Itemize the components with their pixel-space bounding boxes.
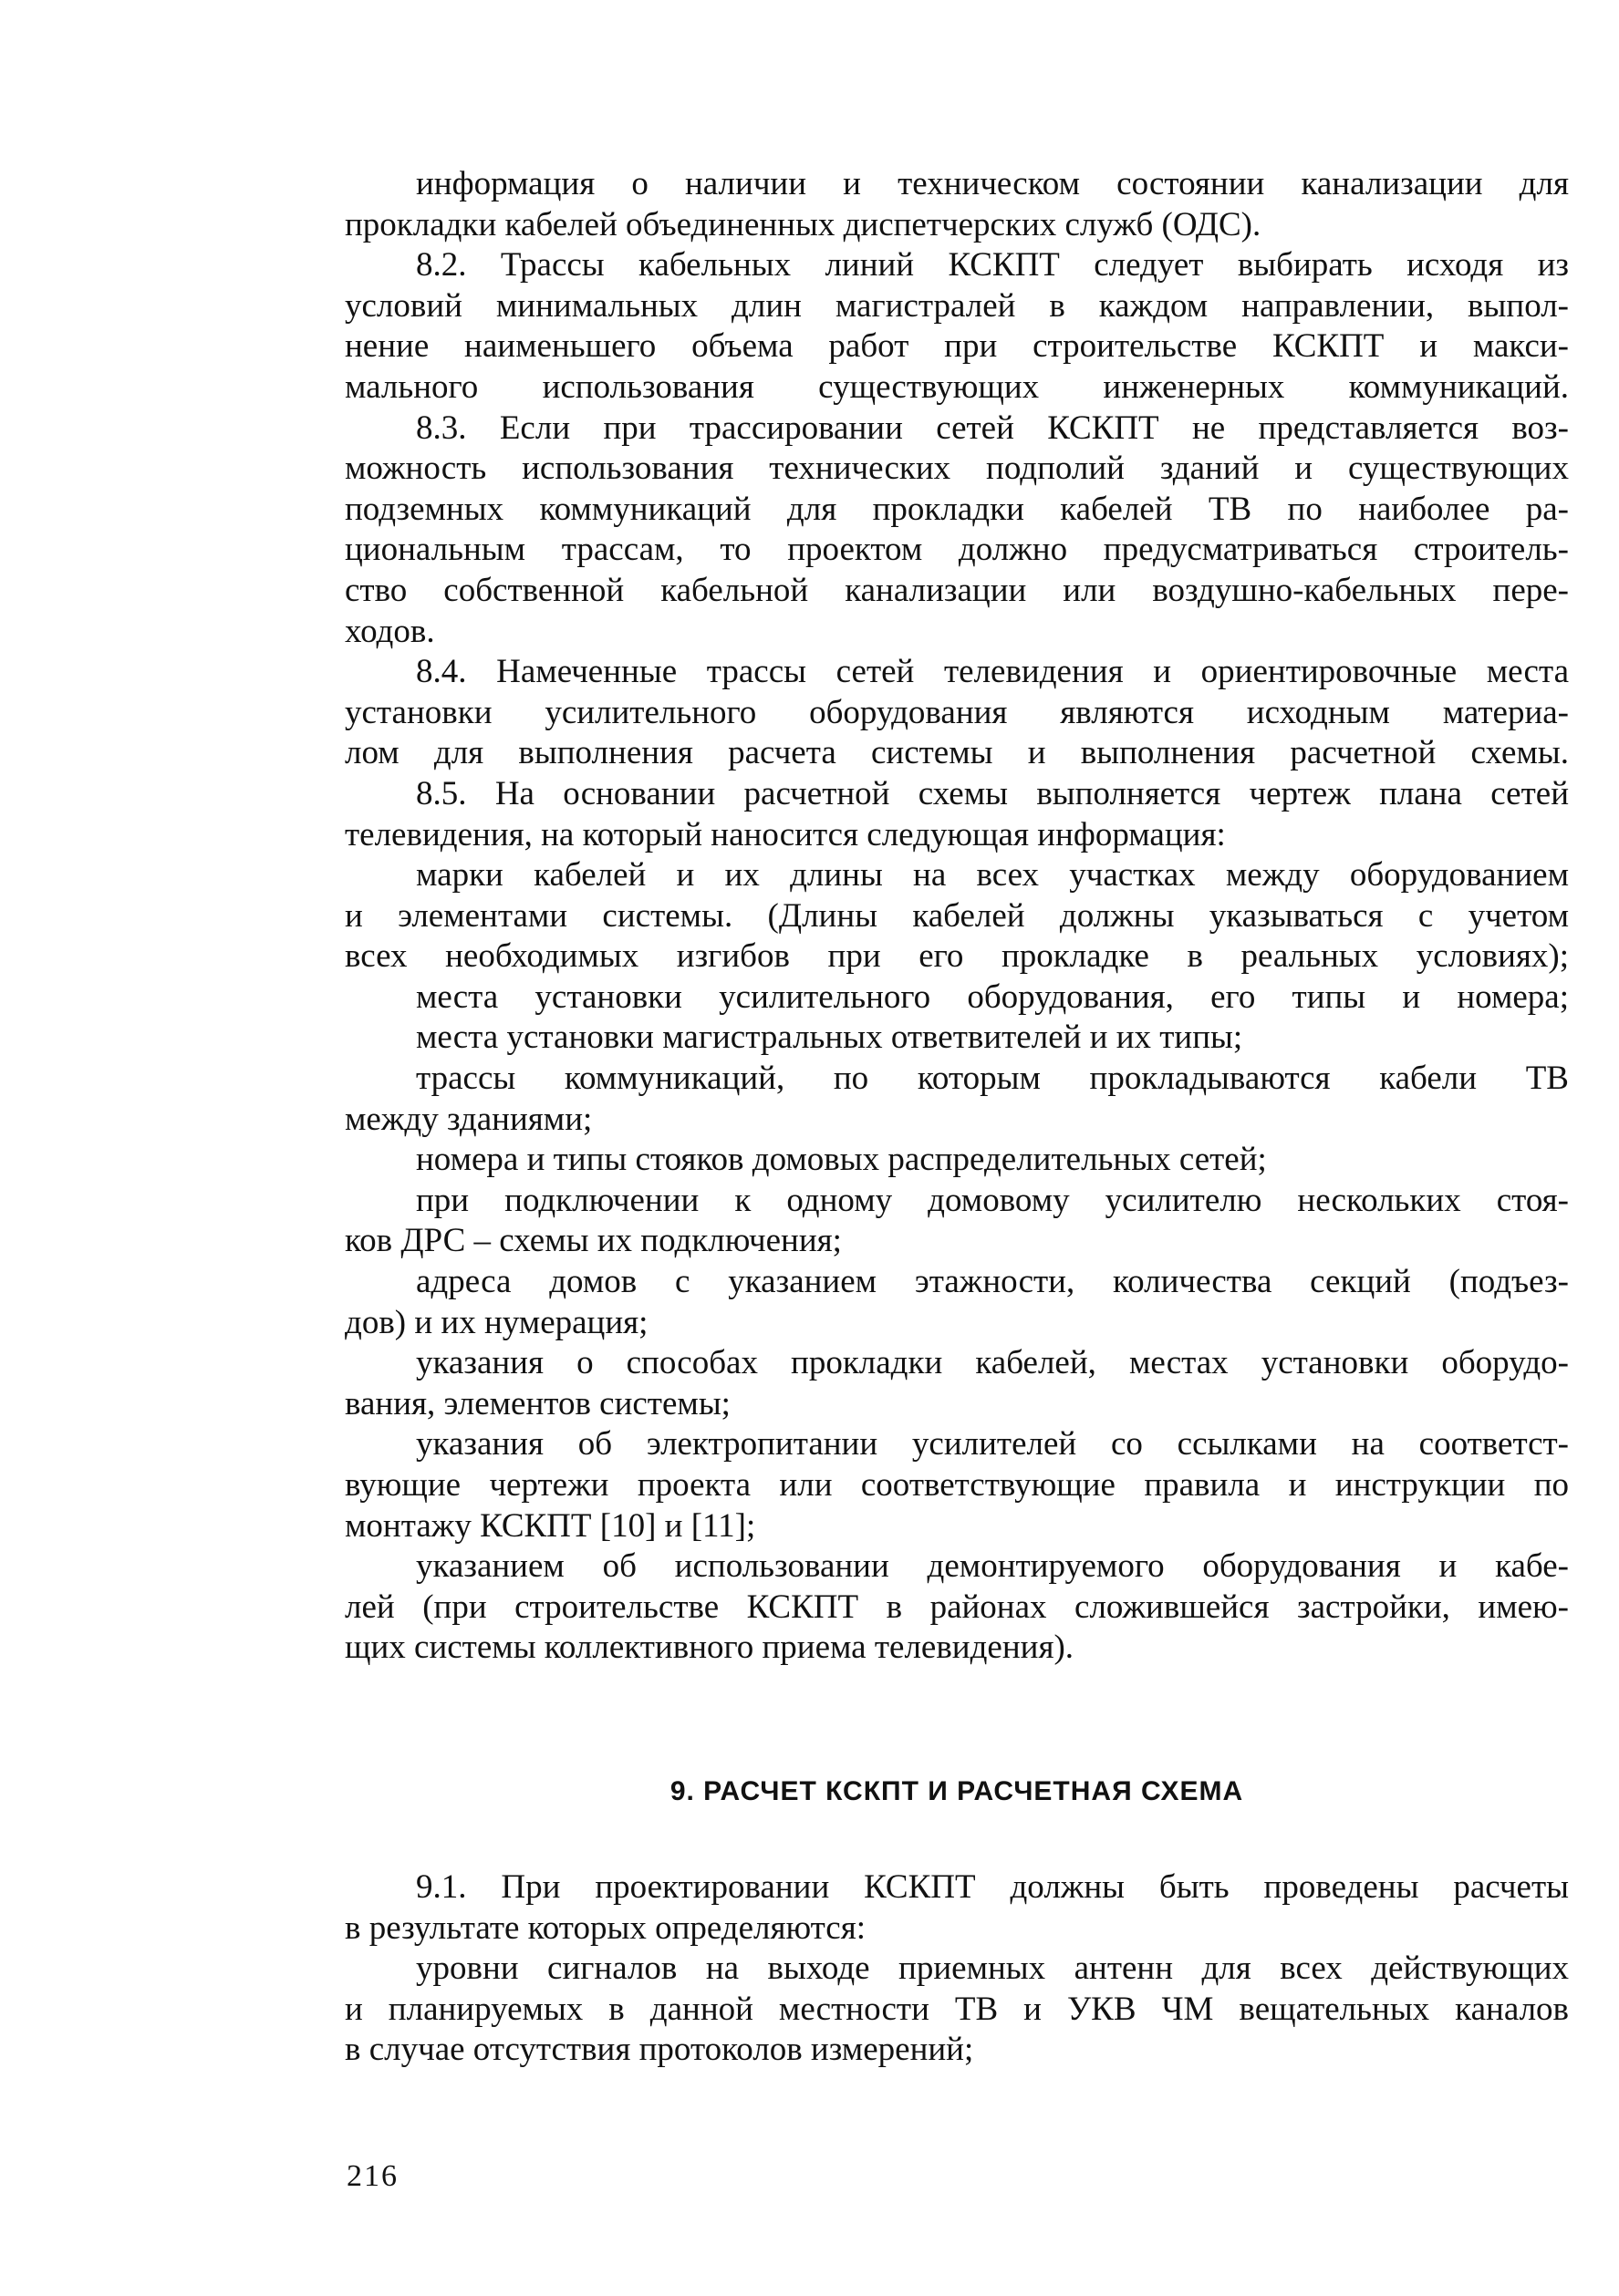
text-line: можность использования технических подполий зданий и существующих [345, 450, 1569, 488]
body-text [345, 164, 1569, 1669]
text-line: указанием об использовании демонтируемого оборудования и кабе- [416, 1547, 1569, 1586]
text-line: и элементами системы. (Длины кабелей должны указываться с учетом [345, 896, 1569, 935]
text-line: места установки усилительного оборудования, его типы и номера; [416, 977, 1569, 1016]
text-line: всех необходимых изгибов при его прокладке в реальных условиях); [345, 937, 1569, 976]
text-line: установки усилительного оборудования являются исходным материа- [345, 693, 1569, 731]
text-line: дов) и их нумерация; [345, 1303, 649, 1341]
text-line: вания, элементов системы; [345, 1384, 731, 1422]
text-line: указания о способах прокладки кабелей, местах установки оборудо- [416, 1344, 1569, 1382]
text-line: условий минимальных длин магистралей в каждом направлении, выпол- [345, 286, 1569, 325]
text-line: ство собственной кабельной канализации или воздушно-кабельных пере- [345, 571, 1569, 609]
text-line: лом для выполнения расчета системы и выполнения расчетной схемы. [345, 734, 1569, 772]
text-line: циональным трассам, то проектом должно предусматриваться строитель- [345, 531, 1569, 569]
text-line: вующие чертежи проекта или соответствующие правила и инструкции по [345, 1466, 1569, 1504]
text-line: мального использования существующих инженерных коммуникаций. [345, 367, 1569, 406]
text-line: 8.3. Если при трассировании сетей КСКПТ не представляется воз- [416, 409, 1569, 447]
text-line: 8.2. Трассы кабельных линий КСКПТ следует выбирать исходя из [416, 246, 1569, 284]
text-line: и планируемых в данной местности ТВ и УКВ ЧМ вещательных каналов [345, 1990, 1569, 2028]
text-line: ходов. [345, 612, 435, 650]
text-line: трассы коммуникаций, по которым прокладываются кабели ТВ [416, 1060, 1569, 1098]
text-line: адреса домов с указанием этажности, количества секций (подъез- [416, 1263, 1569, 1301]
text-line: подземных коммуникаций для прокладки кабелей ТВ по наиболее ра- [345, 490, 1569, 528]
section-text [345, 1867, 1569, 2071]
text-line: в случае отсутствия протоколов измерений; [345, 2031, 974, 2069]
text-line: между зданиями; [345, 1100, 593, 1138]
text-line: марки кабелей и их длины на всех участках между оборудованием [416, 856, 1569, 895]
text-line: нение наименьшего объема работ при строительстве КСКПТ и макси- [345, 327, 1569, 366]
text-line: уровни сигналов на выходе приемных антенн для всех действующих [416, 1950, 1569, 1988]
text-line: номера и типы стояков домовых распределительных сетей; [416, 1141, 1267, 1179]
text-line: 8.5. На основании расчетной схемы выполняется чертеж плана сетей [416, 774, 1569, 812]
text-line: информация о наличии и техническом состоянии канализации для [416, 165, 1569, 202]
text-line: ков ДРС – схемы их подключения; [345, 1222, 842, 1260]
text-line: при подключении к одному домовому усилителю нескольких стоя- [416, 1181, 1569, 1219]
text-line: в результате которых определяются: [345, 1908, 867, 1947]
text-line: щих системы коллективного приема телевидения). [345, 1629, 1074, 1667]
text-line: прокладки кабелей объединенных диспетчерских служб (ОДС). [345, 205, 1261, 243]
text-line: указания об электропитании усилителей со ссылками на соответст- [416, 1425, 1569, 1463]
text-line: места установки магистральных ответвителей и их типы; [416, 1019, 1243, 1057]
text-line: лей (при строительстве КСКПТ в районах сложившейся застройки, имею- [345, 1588, 1569, 1626]
section-heading: 9. РАСЧЕТ КСКПТ И РАСЧЕТНАЯ СХЕМА [669, 1776, 1244, 1806]
text-line: телевидения, на который наносится следующая информация: [345, 815, 1226, 853]
page-number: 216 [347, 2159, 399, 2193]
text-line: 8.4. Намеченные трассы сетей телевидения и ориентировочные места [416, 653, 1569, 691]
text-line: монтажу КСКПТ [10] и [11]; [345, 1506, 756, 1545]
text-line: 9.1. При проектировании КСКПТ должны быть проведены расчеты [416, 1868, 1569, 1906]
